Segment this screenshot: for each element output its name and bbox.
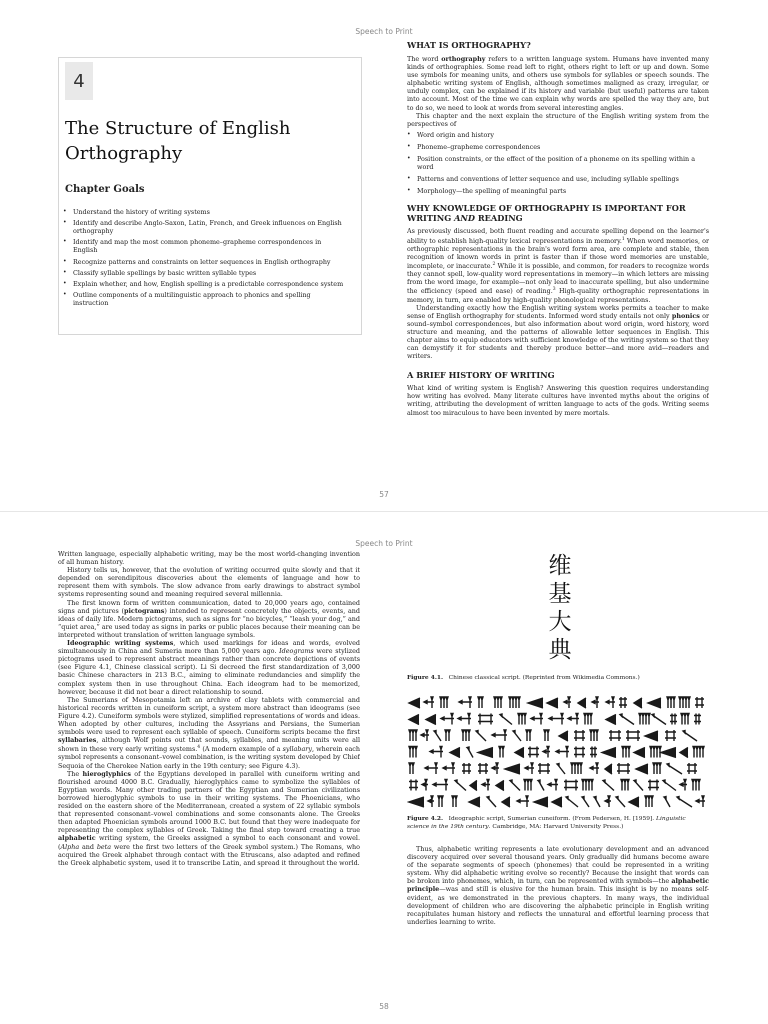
perspectives-list: [407, 131, 709, 196]
cuneiform-glyph: [409, 747, 417, 758]
cuneiform-glyph: [605, 796, 611, 807]
page-58-left-column: [58, 550, 360, 990]
cuneiform-glyph: [499, 747, 504, 758]
cuneiform-glyph: [634, 698, 642, 708]
cuneiform-glyph: [458, 714, 471, 725]
cuneiform-glyph: [574, 747, 585, 758]
cuneiform-glyph: [526, 730, 531, 741]
goal-item: • Recognize patterns and constraints on letter sequences in English orthography: [63, 258, 345, 266]
chapter-title: The Structure of English Orthography: [65, 118, 291, 164]
running-header: Speech to Print: [355, 27, 413, 36]
cuneiform-glyph: [590, 763, 599, 774]
cuneiform-glyph: [478, 697, 483, 708]
paragraph: Thus, alphabetic writing represents a late evolutionary development and an advanced discovery acquired over several thousand years. Only gradually did humans become aware of the separate segments of speech (phonemes) that could be represented in a writing system. Why did alphabetic writing evolve so recently? Because the insight that words can be broken into phonemes, which, in turn, can be represented with symbols—the alphabetic principle—was and still is elusive for the human brain. This insight is by no means self-evident, as we demonstrated in the previous chapters. In many ways, the individual development of children who are discovering the alphabetic principle in English writing recapitulates human history and reflects the unnatural and effortful learning process that underlies learning to write.: [407, 845, 709, 926]
cuneiform-glyph: [645, 731, 658, 741]
cuneiform-glyph: [409, 698, 420, 708]
goal-item: • Identify and map the most common phoneme–grapheme correspondences in English: [63, 238, 345, 254]
cuneiform-glyph: [425, 763, 438, 774]
paragraph: What kind of writing system is English? Answering this question requires understanding how writing has evolved. Many literate cultures have invented myths about the origins of writing, attributing the development of written language to acts of the gods. Writing seems almost too miraculous to have been invented by mere mortals.: [407, 384, 709, 417]
cuneiform-glyph: [696, 796, 705, 807]
cuneiform-glyph: [440, 697, 448, 708]
cuneiform-glyph: [426, 715, 436, 725]
goal-item: • Outline components of a multilinguistic approach to phonics and spelling instruction: [63, 291, 345, 307]
running-header: Speech to Print: [355, 539, 413, 548]
cuneiform-glyph: [692, 780, 700, 791]
cuneiform-glyph: [568, 714, 579, 725]
cuneiform-glyph: [620, 714, 634, 725]
cuneiform-glyph: [621, 780, 629, 791]
cuneiform-glyph: [421, 730, 429, 741]
cuneiform-glyph: [694, 714, 701, 725]
cuneiform-glyph: [566, 797, 578, 808]
cuneiform-glyph: [496, 781, 504, 791]
page-number: 57: [379, 490, 389, 499]
cuneiform-glyph: [544, 730, 549, 741]
cuneiform-glyph: [492, 730, 507, 741]
cuneiform-glyph: [578, 698, 586, 708]
cuneiform-glyphs: [407, 692, 709, 810]
cuneiform-glyph: [680, 780, 687, 791]
cuneiform-glyph: [547, 698, 558, 708]
cuneiform-glyph: [626, 730, 640, 741]
cuneiform-glyph: [564, 780, 578, 791]
cuneiform-glyph: [409, 780, 418, 791]
cuneiform-glyph: [603, 780, 614, 791]
cuneiform-glyph: [433, 780, 448, 791]
cuneiform-glyph: [693, 747, 704, 758]
figure-4-1-caption: Figure 4.1. Chinese classical script. (Reprinted from Wikimedia Commons.): [407, 674, 640, 681]
section-heading-why-knowledge: WHY KNOWLEDGE OF ORTHOGRAPHY IS IMPORTANT FOR WRITING AND READING: [407, 203, 686, 224]
cuneiform-glyph: [634, 748, 645, 758]
chinese-character: 基: [548, 581, 572, 607]
cuneiform-glyph: [652, 714, 666, 725]
cuneiform-glyph: [462, 763, 471, 774]
cuneiform-glyph: [663, 780, 676, 791]
section-heading-brief-history: A BRIEF HISTORY OF WRITING: [407, 370, 555, 381]
list-item: • Word origin and history: [407, 131, 709, 139]
cuneiform-glyph: [606, 715, 616, 725]
cuneiform-glyph: [441, 714, 454, 725]
goal-item: • Understand the history of writing systems: [63, 208, 345, 216]
cuneiform-glyph: [548, 780, 558, 791]
chapter-goals-list: [63, 208, 345, 310]
cuneiform-glyph: [409, 715, 419, 725]
cuneiform-glyph: [564, 697, 571, 708]
cuneiform-glyph: [510, 780, 520, 791]
cuneiform-glyph: [584, 714, 592, 725]
chapter-opener-box: [58, 57, 362, 335]
cuneiform-glyph: [582, 780, 593, 791]
cuneiform-glyph: [629, 797, 639, 807]
paragraph: As previously discussed, both fluent reading and accurate spelling depend on the learner's ability to establish high-quality lexical representations in memory.$^1$ When word memories, or orthographic representations in the brain's word form area, are complete and stable, then recognition of known words in print is faster than if those word memories are unstable, incomplete, or inaccurate.$^2$ While it is possible, and common, for readers to recognize words they cannot spell, low-quality word representations in memory—in which letters are missing from the word image, for example—not only lead to inaccurate spelling, but also undermine the efficiency (speed and ease) of reading.$^3$ High-quality orthographic representations in memory, in turn, are enabled by high-quality phonological representations.: [407, 227, 709, 304]
cuneiform-glyph: [559, 731, 568, 741]
chinese-character: 维: [548, 553, 572, 579]
cuneiform-glyph: [679, 697, 690, 708]
cuneiform-glyph: [556, 747, 569, 758]
cuneiform-glyph: [616, 797, 625, 808]
cuneiform-glyph: [424, 697, 434, 708]
cuneiform-glyph: [665, 730, 676, 741]
cuneiform-glyph: [478, 763, 488, 774]
cuneiform-glyph: [409, 730, 417, 741]
list-item: • Position constraints, or the effect of the position of a phoneme on its spelling within a word: [407, 155, 709, 171]
cuneiform-glyph: [617, 763, 630, 774]
cuneiform-glyph: [492, 763, 499, 774]
list-item: • Patterns and conventions of letter sequence and use, including syllable spellings: [407, 175, 709, 183]
cuneiform-glyph: [664, 797, 670, 808]
cuneiform-glyph: [430, 747, 443, 758]
cuneiform-glyph: [590, 747, 597, 758]
cuneiform-glyph: [434, 731, 441, 742]
page-57-right-column: [407, 40, 709, 480]
cuneiform-glyph: [543, 747, 550, 758]
cuneiform-glyph: [670, 714, 677, 725]
cuneiform-glyph: [478, 748, 493, 758]
cuneiform-glyph: [525, 763, 534, 774]
cuneiform-glyph: [683, 731, 697, 742]
cuneiform-glyph: [470, 781, 477, 791]
figure-chinese-script: [540, 552, 580, 672]
cuneiform-glyph: [602, 748, 616, 758]
cuneiform-glyph: [531, 714, 543, 725]
cuneiform-glyph: [680, 748, 688, 758]
section-heading-what-is-orthography: WHAT IS ORTHOGRAPHY?: [407, 40, 531, 50]
chapter-number: 4: [65, 62, 93, 100]
cuneiform-glyph: [438, 796, 443, 807]
cuneiform-glyph: [450, 748, 460, 758]
cuneiform-glyph: [574, 730, 585, 741]
cuneiform-glyph: [459, 697, 472, 708]
cuneiform-glyph: [590, 730, 598, 741]
paragraph: Ideographic writing systems, which used markings for ideas and words, evolved simultaneously in China and Sumeria more than 5,000 years ago. Ideograms were stylized pictograms used to represent abstract meanings rather than concrete depictions of events (see Figure 4.1, Chinese classical script). Li Si decreed the first standardization of 3,000 basic Chinese characters in 213 B.C., aiming to eliminate redundancies and simplify the complex system then in use throughout China. Each ideogram had to be memorized, however, because it did not bear a direct relationship to sound.: [58, 639, 360, 696]
paragraph: The hieroglyphics of the Egyptians developed in parallel with cuneiform writing and flourished around 4000 B.C. Gradually, hieroglyphics came to symbolize the syllables of Egyptian words. Many other trading partners of the Egyptian and Sumerian civilizations borrowed hieroglyphic symbols to use in their writing systems. The Phoenicians, who resided on the eastern shore of the Mediterranean, created a system of 22 syllabic symbols that represented consonant–vowel combinations and some consonants alone. The Greeks then adapted Phoenician symbols around 1000 B.C. but found that they were inadequate for representing the complex syllables of Greek. Taking the final step toward creating a true alphabetic writing system, the Greeks assigned a symbol to each consonant and vowel. (Alpha and beta were the first two letters of the Greek symbol system.) The Romans, who acquired the Greek alphabet through contact with the Etruscans, also adapted and refined the Greek alphabetic system, used it to transcribe Latin, and spread it throughout the world.: [58, 769, 360, 867]
chapter-goals-title: Chapter Goals: [65, 184, 145, 195]
cuneiform-glyph: [462, 730, 470, 741]
page-58: [0, 512, 768, 1024]
cuneiform-glyph: [645, 796, 653, 807]
cuneiform-glyph: [467, 747, 473, 758]
cuneiform-glyph: [594, 797, 600, 808]
cuneiform-glyph: [469, 797, 480, 807]
cuneiform-glyph: [582, 797, 589, 808]
cuneiform-glyph: [687, 763, 697, 774]
cuneiform-glyph: [478, 714, 493, 725]
paragraph: Written language, especially alphabetic writing, may be the most world-changing invention of all human history.: [58, 550, 360, 567]
cuneiform-glyph: [606, 697, 615, 708]
page-58-right-column: [407, 845, 709, 965]
cuneiform-glyph: [538, 780, 544, 791]
paragraph: This chapter and the next explain the structure of the English writing system from the perspectives of: [407, 111, 709, 128]
cuneiform-glyph: [677, 797, 692, 808]
cuneiform-glyph: [557, 764, 565, 775]
cuneiform-glyph: [648, 698, 661, 708]
goal-item: • Identify and describe Anglo-Saxon, Latin, French, and Greek influences on English orthography: [63, 219, 345, 235]
cuneiform-glyph: [517, 796, 529, 807]
chinese-character: 典: [548, 637, 572, 663]
cuneiform-glyph: [636, 764, 648, 774]
cuneiform-glyph: [476, 731, 486, 742]
cuneiform-glyph: [509, 697, 520, 708]
paragraph: The Sumerians of Mesopotamia left an archive of clay tablets with commercial and historical records written in cuneiform script, a system more abstract than ideograms (see Figure 4.2). Cuneiform symbols were stylized, simplified representations of words and ideas. When adopted by other cultures, including the Assyrians and Persians, the Sumerian symbols were used to represent each syllable of speech. Cuneiform scripts became the first syllabaries, although Wolf points out that sounds, syllables, and meaning units were all shown in these very early writing systems.$^4$ (A modern example of a syllabary, wherein each symbol represents a consonant–vowel combination, is the writing system developed by Chief Sequoia of the Cherokee Nation early in the 19th century; see Figure 4.3).: [58, 695, 360, 770]
cuneiform-glyph: [648, 780, 659, 791]
cuneiform-glyph: [592, 697, 599, 708]
goal-item: • Explain whether, and how, English spelling is a predictable correspondence system: [63, 280, 345, 288]
cuneiform-glyph: [455, 780, 466, 791]
cuneiform-glyph: [622, 747, 630, 758]
cuneiform-glyph: [515, 748, 524, 758]
cuneiform-glyph: [667, 697, 675, 708]
page-number: 58: [379, 1002, 389, 1011]
cuneiform-glyph: [518, 714, 526, 725]
cuneiform-glyph: [494, 697, 502, 708]
cuneiform-glyph: [409, 797, 424, 807]
list-item: • Phoneme–grapheme correspondences: [407, 143, 709, 151]
cuneiform-glyph: [639, 714, 650, 725]
cuneiform-glyph: [534, 797, 548, 807]
cuneiform-glyph: [482, 780, 490, 791]
goal-item: • Classify syllable spellings by basic written syllable types: [63, 269, 345, 277]
cuneiform-glyph: [571, 763, 582, 774]
cuneiform-glyph: [409, 763, 414, 774]
cuneiform-glyph: [681, 714, 689, 725]
cuneiform-glyph: [538, 763, 550, 774]
cuneiform-glyph: [505, 764, 520, 774]
paragraph: The first known form of written communication, dated to 20,000 years ago, contained signs and pictures (pictograms) intended to represent concretely the objects, events, and ideas of daily life. Modern pictograms, such as signs for “no bicycles,” “leash your dog,” and “quiet area,” are used today as signs in parks or public places because their meaning can be interpreted without translation of written language symbols.: [58, 598, 360, 639]
cuneiform-glyph: [513, 731, 521, 742]
paragraph: Understanding exactly how the English writing system works permits a teacher to make sense of English orthography for students. Informed word study entails not only phonics or sound–symbol correspondences, but also information about word origin, word history, word structure and meaning, and the patterns of allowable letter sequences in English. This chapter aims to equip educators with sufficient knowledge of the writing system so that they can demystify it for students and thereby produce better—and more avid—readers and writers.: [407, 303, 709, 361]
paragraph: The word orthography refers to a written language system. Humans have invented many kinds of orthographies. Some read left to right, others right to left or up and down. Some use symbols for meaning units, and others use symbols for syllables or speech sounds. The alphabetic writing system of English, although sometimes maligned as crazy, irregular, or unduly complex, can be explained if its history and variable (but useful) patterns are taken into account. Most of the time we can explain why words are spelled the way they are, but to do so, we need to look at words from several interesting angles.: [407, 55, 709, 112]
cuneiform-glyph: [661, 748, 676, 758]
cuneiform-glyph: [487, 797, 496, 808]
figure-cuneiform-script: [407, 692, 709, 810]
cuneiform-glyph: [502, 797, 510, 807]
figure-4-2-caption: Figure 4.2. Ideographic script, Sumerian cuneiform. (From Pedersen, H. [1959]. Linguistic science in the 19th century. Cambridge, MA: Harvard University Press.): [407, 815, 686, 830]
cuneiform-glyph: [619, 697, 627, 708]
paragraph: History tells us, however, that the evolution of writing occurred quite slowly and that it depended on serendipitous discoveries about the elements of language and how to represent them with symbols. The slow advance from early drawings to abstract symbol systems representing sound and meaning required several millennia.: [58, 566, 360, 599]
cuneiform-glyph: [549, 714, 564, 725]
cuneiform-glyph: [528, 747, 539, 758]
chinese-character: 大: [548, 609, 572, 635]
cuneiform-glyph: [422, 780, 428, 791]
cuneiform-glyph: [443, 763, 455, 774]
cuneiform-glyph: [695, 697, 704, 708]
cuneiform-glyph: [650, 747, 661, 758]
cuneiform-glyph: [528, 698, 543, 708]
cuneiform-glyph: [500, 714, 512, 725]
cuneiform-glyph: [428, 796, 434, 807]
cuneiform-glyph: [667, 764, 682, 775]
cuneiform-glyph: [609, 730, 621, 741]
cuneiform-glyph: [634, 780, 643, 791]
cuneiform-glyph: [653, 763, 661, 774]
cuneiform-glyph: [445, 730, 450, 741]
list-item: • Morphology—the spelling of meaningful parts: [407, 187, 709, 195]
cuneiform-glyph: [524, 780, 532, 791]
cuneiform-glyph: [452, 796, 457, 807]
cuneiform-glyph: [605, 764, 612, 774]
cuneiform-glyph: [552, 797, 562, 807]
